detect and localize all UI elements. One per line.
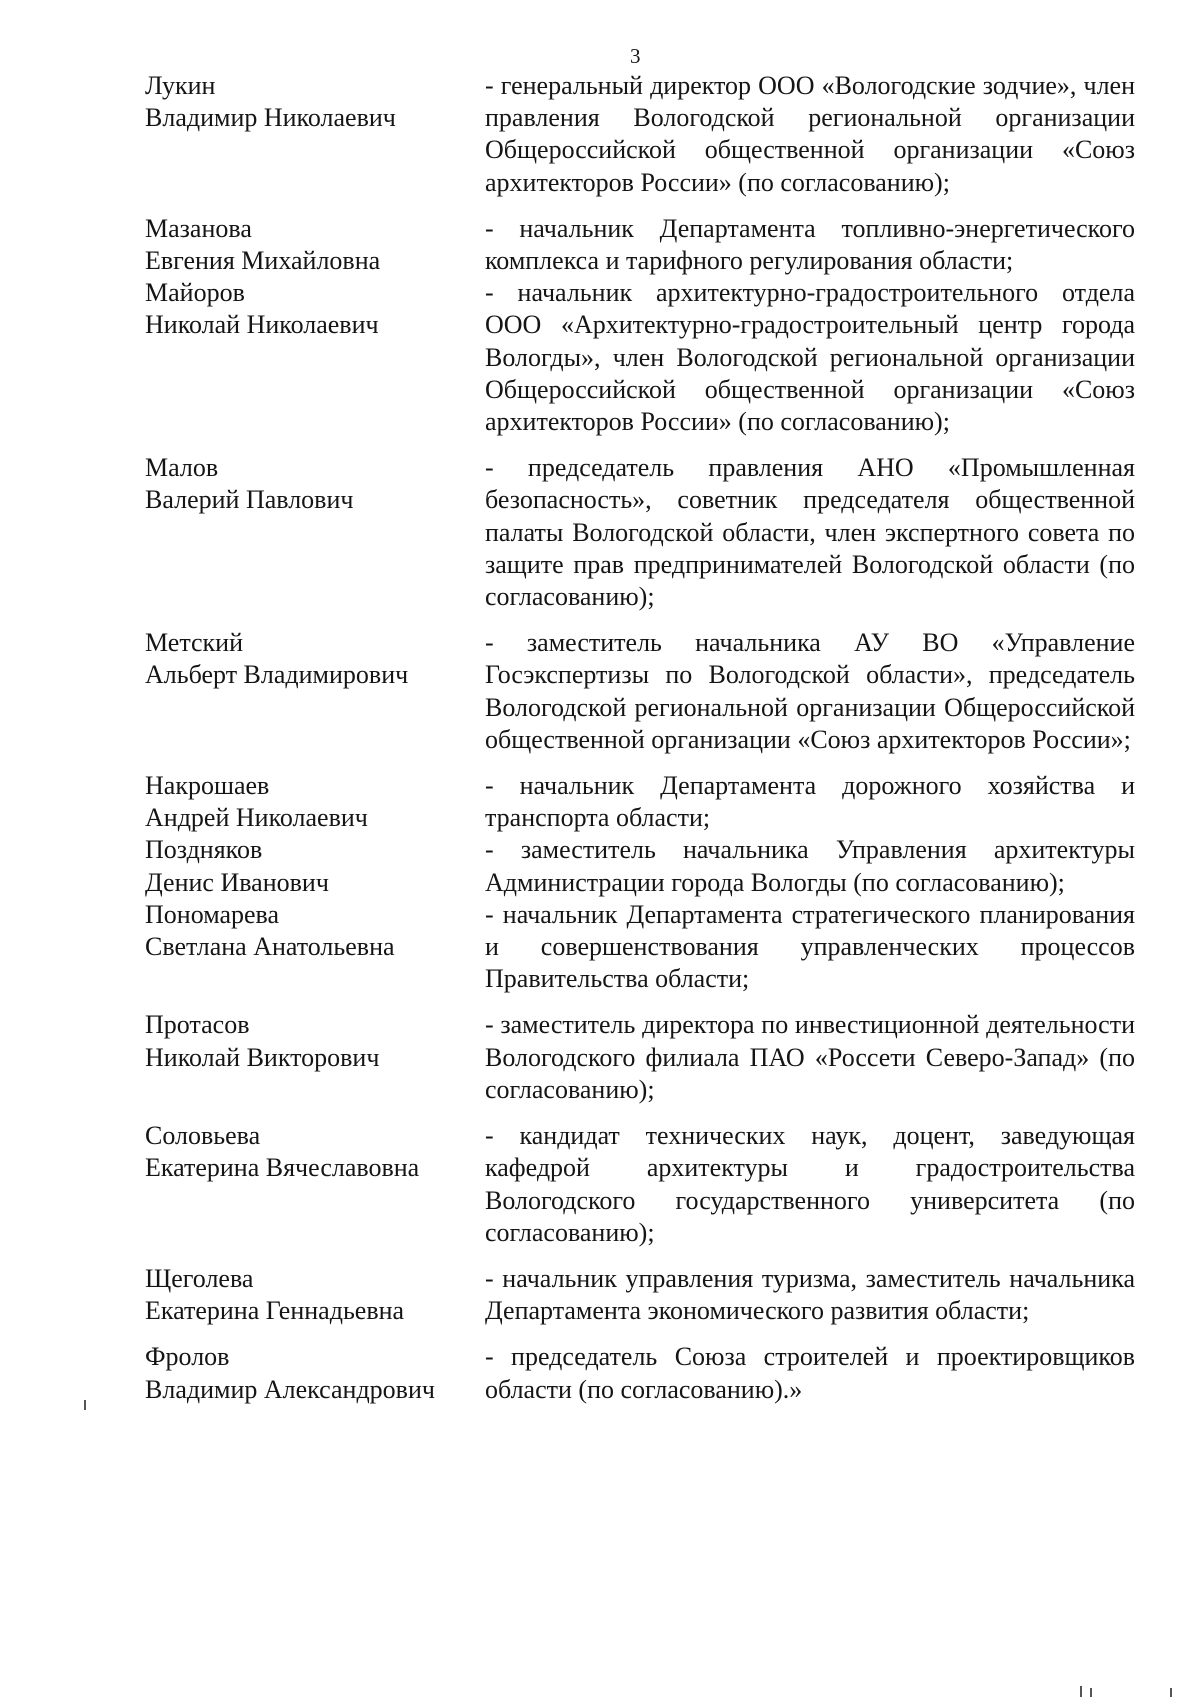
member-name	[145, 1120, 485, 1184]
scan-artifact	[1080, 1686, 1082, 1697]
list-item	[145, 627, 1135, 756]
scan-artifact	[1170, 1688, 1172, 1697]
member-role: - начальник архитектурно-градостроительного отдела ООО «Архитектурно-градостроительный центр города Вологды», член Вологодской региональной организации Общероссийской общественной организации «Союз архитекторов России» (по согласованию);	[485, 278, 1135, 437]
list-item	[145, 213, 1135, 277]
member-given-names: Николай Николаевич	[145, 310, 379, 340]
member-role: - заместитель начальника АУ ВО «Управление Госэкспертизы по Вологодской области», председатель Вологодской региональной организации Общероссийской общественной организации «Союз архитекторов России»;	[485, 628, 1135, 754]
member-role: - кандидат технических наук, доцент, заведующая кафедрой архитектуры и градостроительства Вологодского государственного университета (по согласованию);	[485, 1121, 1135, 1247]
list-item	[145, 1120, 1135, 1249]
member-surname: Малов	[145, 453, 219, 483]
member-given-names: Екатерина Геннадьевна	[145, 1296, 405, 1326]
page-number: 3	[630, 44, 641, 68]
member-surname: Лукин	[145, 71, 216, 100]
member-name	[145, 770, 485, 834]
member-role: - председатель правления АНО «Промышленная безопасность», советник председателя общественной палаты Вологодской области, член экспертного совета по защите прав предпринимателей Вологодской области (по согласованию);	[485, 453, 1135, 612]
list-item	[145, 1263, 1135, 1327]
member-given-names: Владимир Александрович	[145, 1374, 435, 1404]
list-item	[145, 277, 1135, 438]
list-item	[145, 834, 1135, 898]
member-role: - начальник управления туризма, заместитель начальника Департамента экономического развития области;	[485, 1263, 1135, 1326]
scan-artifact	[84, 1400, 86, 1410]
scan-artifact	[1090, 1688, 1092, 1697]
member-surname: Накрошаев	[145, 771, 270, 801]
member-given-names: Валерий Павлович	[145, 485, 354, 515]
member-surname: Соловьева	[145, 1121, 261, 1151]
member-role: - председатель Союза строителей и проектировщиков области (по согласованию).»	[485, 1342, 1135, 1404]
member-given-names: Николай Викторович	[145, 1042, 380, 1072]
member-surname: Мазанова	[145, 213, 252, 243]
list-item	[145, 70, 1135, 199]
member-surname: Протасов	[145, 1010, 250, 1040]
member-list	[145, 70, 1135, 1406]
member-given-names: Владимир Николаевич	[145, 103, 396, 133]
member-name	[145, 899, 485, 963]
member-surname: Щеголева	[145, 1263, 254, 1293]
member-surname: Поздняков	[145, 835, 263, 865]
member-role: - начальник Департамента дорожного хозяйства и транспорта области;	[485, 771, 1135, 833]
member-name	[145, 70, 485, 134]
list-item	[145, 452, 1135, 613]
list-item	[145, 899, 1135, 996]
member-name	[145, 452, 485, 516]
member-surname: Метский	[145, 628, 243, 658]
member-given-names: Светлана Анатольевна	[145, 932, 395, 962]
member-given-names: Андрей Николаевич	[145, 803, 368, 833]
member-role: - генеральный директор ООО «Вологодские зодчие», член правления Вологодской региональной организации Общероссийской общественной организации «Союз архитекторов России» (по согласованию);	[485, 71, 1135, 197]
list-item	[145, 1341, 1135, 1405]
member-role: - начальник Департамента топливно-энергетического комплекса и тарифного регулирования области;	[485, 213, 1135, 276]
member-role: - заместитель начальника Управления архитектуры Администрации города Вологды (по согласованию);	[485, 835, 1135, 897]
list-item	[145, 1009, 1135, 1106]
member-name	[145, 1263, 485, 1327]
member-name	[145, 1009, 485, 1073]
member-name	[145, 277, 485, 341]
member-name	[145, 213, 485, 277]
member-name	[145, 627, 485, 691]
member-given-names: Екатерина Вячеславовна	[145, 1153, 420, 1183]
member-given-names: Денис Иванович	[145, 867, 329, 897]
member-surname: Пономарева	[145, 899, 280, 929]
member-role: - начальник Департамента стратегического планирования и совершенствования управленческих процессов Правительства области;	[485, 899, 1135, 994]
list-item	[145, 770, 1135, 834]
member-given-names: Евгения Михайловна	[145, 246, 381, 276]
member-surname: Майоров	[145, 278, 245, 308]
member-surname: Фролов	[145, 1342, 230, 1372]
member-name	[145, 1341, 485, 1405]
member-name	[145, 834, 485, 898]
member-given-names: Альберт Владимирович	[145, 660, 409, 690]
member-role: - заместитель директора по инвестиционной деятельности Вологодского филиала ПАО «Россети Северо-Запад» (по согласованию);	[485, 1010, 1135, 1104]
